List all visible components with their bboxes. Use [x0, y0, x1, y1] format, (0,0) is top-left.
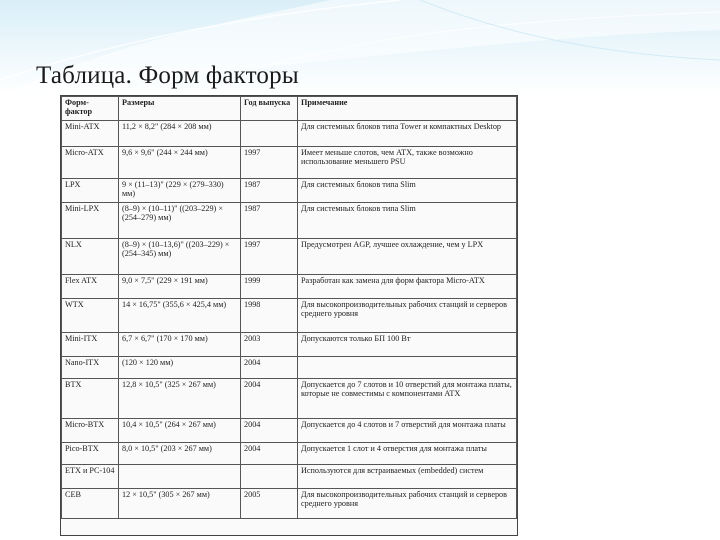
cell-form-factor: Mini-ATX — [62, 121, 119, 147]
cell-form-factor: Micro-ATX — [62, 147, 119, 179]
cell-year: 1987 — [241, 203, 298, 239]
table-row — [62, 299, 517, 333]
cell-note: Разработан как замена для форм фактора Micro-ATX — [298, 275, 517, 299]
cell-dimensions: (8–9) × (10–13,6)" ((203–229) × (254–345) мм) — [119, 239, 241, 275]
form-factor-table-image — [60, 95, 518, 536]
cell-form-factor: Pico-BTX — [62, 443, 119, 465]
cell-form-factor: NLX — [62, 239, 119, 275]
cell-year: 1999 — [241, 275, 298, 299]
cell-dimensions: 12,8 × 10,5" (325 × 267 мм) — [119, 379, 241, 419]
cell-dimensions: 8,0 × 10,5" (203 × 267 мм) — [119, 443, 241, 465]
cell-note: Допускается до 4 слотов и 7 отверстий для монтажа платы — [298, 419, 517, 443]
cell-year: 2003 — [241, 333, 298, 357]
cell-year: 2004 — [241, 357, 298, 379]
slide-title: Таблица. Форм факторы — [36, 62, 299, 89]
table-body — [62, 121, 517, 519]
cell-year: 1987 — [241, 179, 298, 203]
table-row — [62, 333, 517, 357]
cell-note: Для системных блоков типа Slim — [298, 179, 517, 203]
cell-dimensions: 10,4 × 10,5" (264 × 267 мм) — [119, 419, 241, 443]
table-row — [62, 419, 517, 443]
cell-note: Предусмотрен AGP, лучшее охлаждение, чем у LPX — [298, 239, 517, 275]
table-row — [62, 147, 517, 179]
cell-form-factor: LPX — [62, 179, 119, 203]
cell-note: Допускается до 7 слотов и 10 отверстий для монтажа платы, которые не совместимы с компонентами ATX — [298, 379, 517, 419]
table-row — [62, 379, 517, 419]
table-row — [62, 179, 517, 203]
cell-form-factor: CEB — [62, 489, 119, 519]
header-note: Примечание — [298, 97, 517, 121]
cell-dimensions: 14 × 16,75" (355,6 × 425,4 мм) — [119, 299, 241, 333]
cell-form-factor: Mini-ITX — [62, 333, 119, 357]
cell-dimensions: 9 × (11–13)" (229 × (279–330) мм) — [119, 179, 241, 203]
cell-note: Имеет меньше слотов, чем ATX, также возможно использование меньшего PSU — [298, 147, 517, 179]
cell-note — [298, 357, 517, 379]
table-row — [62, 203, 517, 239]
cell-note: Для высокопроизводительных рабочих станций и серверов среднего уровня — [298, 299, 517, 333]
cell-year — [241, 121, 298, 147]
cell-form-factor: WTX — [62, 299, 119, 333]
cell-dimensions: 11,2 × 8,2" (284 × 208 мм) — [119, 121, 241, 147]
cell-form-factor: Mini-LPX — [62, 203, 119, 239]
cell-note: Для высокопроизводительных рабочих станций и серверов среднего уровня — [298, 489, 517, 519]
cell-form-factor: ETX и PC-104 — [62, 465, 119, 489]
cell-dimensions: 12 × 10,5" (305 × 267 мм) — [119, 489, 241, 519]
cell-dimensions: 9,0 × 7,5" (229 × 191 мм) — [119, 275, 241, 299]
form-factor-table — [61, 96, 517, 519]
cell-year: 1997 — [241, 147, 298, 179]
cell-dimensions: 6,7 × 6,7" (170 × 170 мм) — [119, 333, 241, 357]
cell-note: Допускается 1 слот и 4 отверстия для монтажа платы — [298, 443, 517, 465]
table-row — [62, 239, 517, 275]
header-form-factor: Форм-фактор — [62, 97, 119, 121]
table-row — [62, 275, 517, 299]
table-row — [62, 443, 517, 465]
cell-dimensions: (120 × 120 мм) — [119, 357, 241, 379]
table-row — [62, 489, 517, 519]
cell-year: 2005 — [241, 489, 298, 519]
cell-note: Используются для встраиваемых (embedded) систем — [298, 465, 517, 489]
cell-year: 2004 — [241, 419, 298, 443]
cell-note: Для системных блоков типа Tower и компактных Desktop — [298, 121, 517, 147]
cell-year: 1998 — [241, 299, 298, 333]
cell-year: 1997 — [241, 239, 298, 275]
cell-year: 2004 — [241, 379, 298, 419]
table-row — [62, 357, 517, 379]
cell-note: Допускаются только БП 100 Вт — [298, 333, 517, 357]
cell-form-factor: BTX — [62, 379, 119, 419]
cell-year: 2004 — [241, 443, 298, 465]
header-year: Год выпуска — [241, 97, 298, 121]
cell-dimensions: (8–9) × (10–11)" ((203–229) × (254–279) мм) — [119, 203, 241, 239]
table-header-row — [62, 97, 517, 121]
header-dimensions: Размеры — [119, 97, 241, 121]
cell-dimensions: 9,6 × 9,6" (244 × 244 мм) — [119, 147, 241, 179]
table-row — [62, 121, 517, 147]
cell-form-factor: Nano-ITX — [62, 357, 119, 379]
cell-form-factor: Flex ATX — [62, 275, 119, 299]
cell-year — [241, 465, 298, 489]
cell-form-factor: Micro-BTX — [62, 419, 119, 443]
cell-note: Для системных блоков типа Slim — [298, 203, 517, 239]
table-row — [62, 465, 517, 489]
cell-dimensions — [119, 465, 241, 489]
